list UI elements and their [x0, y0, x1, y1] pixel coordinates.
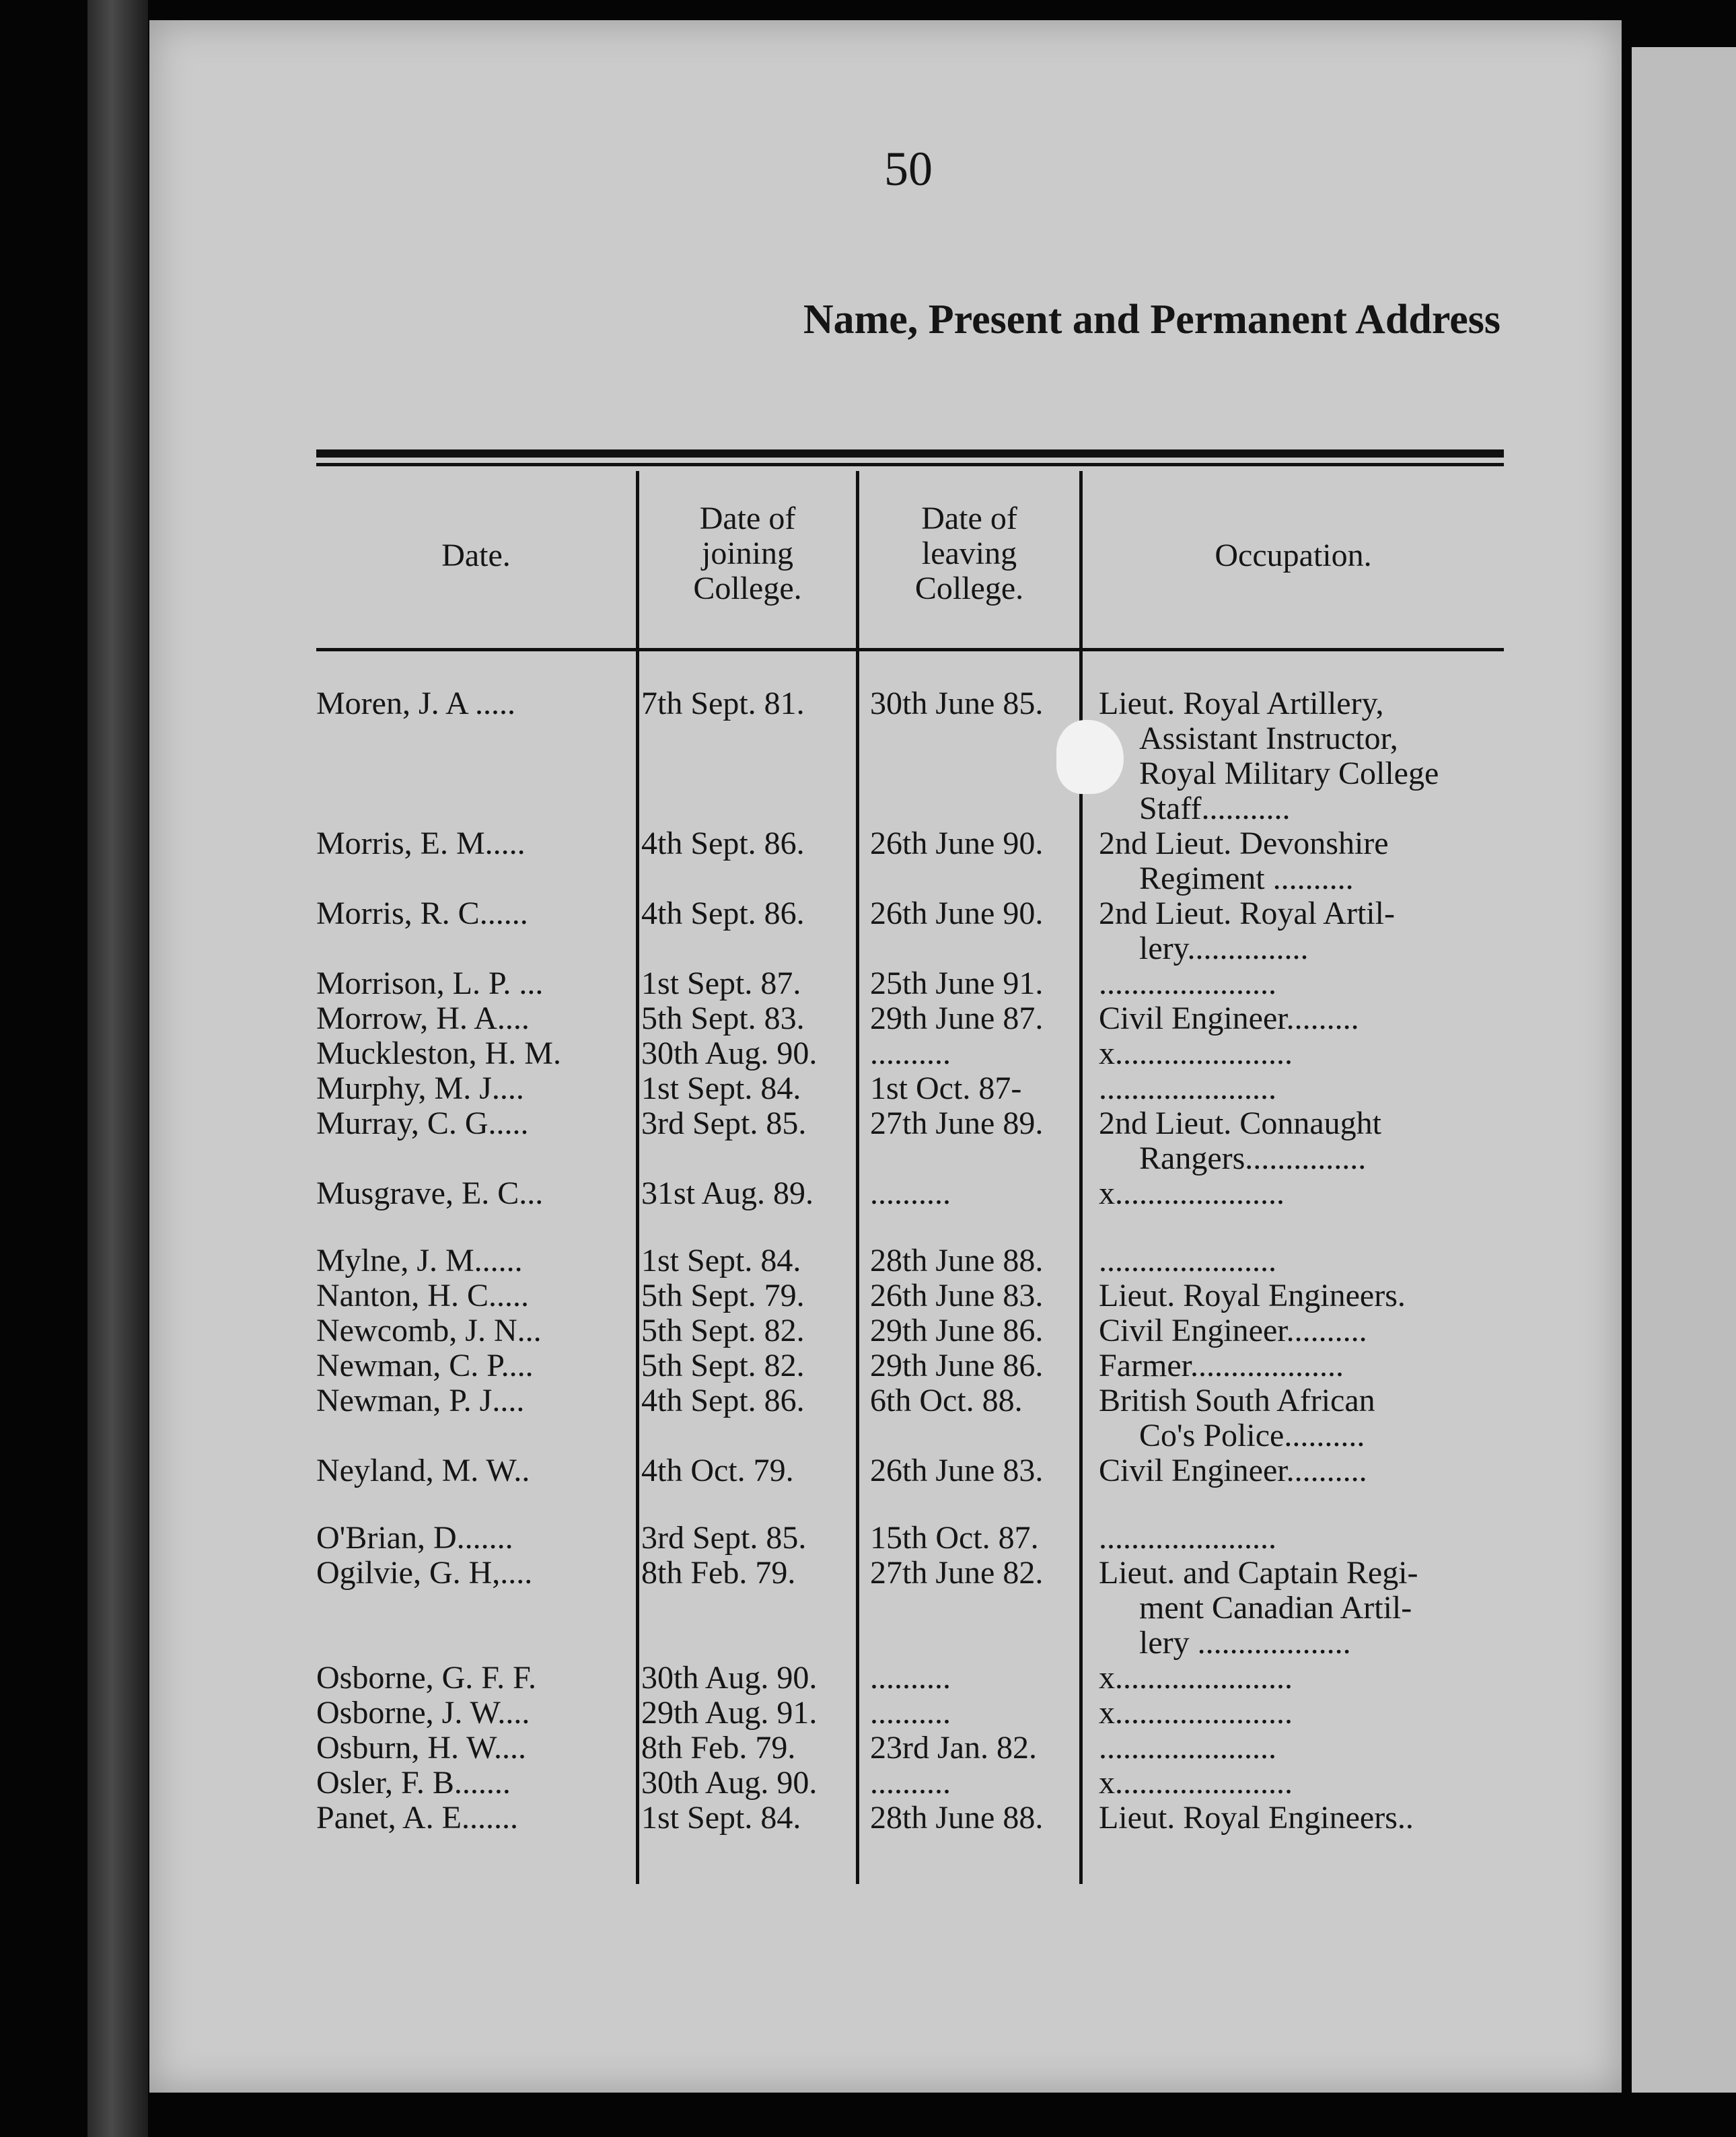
column-header-occupation: Occupation. — [1215, 538, 1372, 573]
entry-occupation — [1093, 896, 1520, 966]
occupation-line: Farmer................... — [1099, 1348, 1344, 1383]
entry-occupation — [1093, 1521, 1520, 1556]
table-row — [316, 966, 1520, 1001]
occupation-line: 2nd Lieut. Devonshire — [1099, 826, 1389, 861]
entry-occupation — [1093, 1766, 1520, 1801]
entry-occupation — [1093, 686, 1520, 826]
occupation-line: ...................... — [1099, 1521, 1276, 1556]
entry-left: 25th June 91. — [870, 966, 1044, 1001]
occupation-line: ment Canadian Artil- — [1139, 1591, 1412, 1626]
page-number: 50 — [884, 142, 933, 196]
entry-name: Muckleston, H. M. — [316, 1036, 561, 1071]
entry-name: Newman, P. J.... — [316, 1383, 525, 1418]
occupation-line: Lieut. Royal Engineers.. — [1099, 1801, 1414, 1836]
occupation-line: lery............... — [1139, 931, 1309, 966]
occupation-line: lery ................... — [1139, 1626, 1351, 1661]
entry-joined: 31st Aug. 89. — [641, 1176, 814, 1211]
header-line: leaving — [921, 536, 1017, 571]
entry-occupation — [1093, 1106, 1520, 1176]
entry-joined: 3rd Sept. 85. — [641, 1521, 807, 1556]
entry-name: Mylne, J. M...... — [316, 1243, 523, 1278]
entry-left: .......... — [870, 1696, 951, 1731]
entry-name: Osler, F. B....... — [316, 1766, 511, 1801]
entry-joined: 5th Sept. 82. — [641, 1348, 805, 1383]
entry-left: 23rd Jan. 82. — [870, 1731, 1037, 1766]
entry-joined: 4th Sept. 86. — [641, 826, 805, 861]
entry-left: 26th June 90. — [870, 826, 1044, 861]
entry-left: 30th June 85. — [870, 686, 1044, 721]
occupation-line: Lieut. and Captain Regi- — [1099, 1556, 1418, 1591]
occupation-line: x...................... — [1099, 1696, 1293, 1731]
entry-occupation — [1093, 1661, 1520, 1696]
register-table — [316, 686, 1520, 1836]
table-row — [316, 1313, 1520, 1348]
occupation-line: British South African — [1099, 1383, 1375, 1418]
column-header-joined — [639, 501, 856, 606]
table-row — [316, 1801, 1520, 1836]
entry-occupation — [1093, 826, 1520, 896]
occupation-line: x...................... — [1099, 1766, 1293, 1801]
entry-name: Murphy, M. J.... — [316, 1071, 524, 1106]
entry-joined: 3rd Sept. 85. — [641, 1106, 807, 1141]
entry-occupation — [1093, 1696, 1520, 1731]
occupation-line: ...................... — [1099, 1731, 1276, 1766]
occupation-line: Lieut. Royal Engineers. — [1099, 1278, 1406, 1313]
entry-joined: 5th Sept. 79. — [641, 1278, 805, 1313]
table-row — [316, 1383, 1520, 1453]
table-row — [316, 1278, 1520, 1313]
entry-occupation — [1093, 966, 1520, 1001]
occupation-line: Civil Engineer......... — [1099, 1001, 1359, 1036]
entry-name: Moren, J. A ..... — [316, 686, 516, 721]
table-row — [316, 1036, 1520, 1071]
header-line: College. — [693, 571, 802, 606]
entry-name: Panet, A. E....... — [316, 1801, 518, 1836]
table-row — [316, 1348, 1520, 1383]
entry-occupation — [1093, 1453, 1520, 1521]
table-row — [316, 1106, 1520, 1176]
top-thin-rule — [316, 463, 1504, 466]
entry-left: 26th June 83. — [870, 1453, 1044, 1488]
register-body — [316, 686, 1520, 1836]
entry-name: Morrison, L. P. ... — [316, 966, 544, 1001]
header-line: College. — [914, 571, 1024, 606]
entry-name: Newcomb, J. N... — [316, 1313, 542, 1348]
occupation-line: Civil Engineer.......... — [1099, 1453, 1367, 1488]
table-row — [316, 1176, 1520, 1243]
entry-name: Neyland, M. W.. — [316, 1453, 530, 1488]
entry-occupation — [1093, 1348, 1520, 1383]
header-line: Date of — [699, 501, 796, 536]
entry-name: Osborne, G. F. F. — [316, 1661, 536, 1696]
entry-joined: 30th Aug. 90. — [641, 1661, 818, 1696]
entry-left: .......... — [870, 1176, 951, 1211]
table-row — [316, 1071, 1520, 1106]
table-row — [316, 1696, 1520, 1731]
entry-left: 29th June 86. — [870, 1313, 1044, 1348]
entry-name: Nanton, H. C..... — [316, 1278, 529, 1313]
entry-left: 1st Oct. 87- — [870, 1071, 1022, 1106]
occupation-line: x...................... — [1099, 1661, 1293, 1696]
entry-left: 28th June 88. — [870, 1243, 1044, 1278]
entry-left: .......... — [870, 1766, 951, 1801]
table-row — [316, 1556, 1520, 1661]
occupation-line: ...................... — [1099, 1071, 1276, 1106]
entry-joined: 30th Aug. 90. — [641, 1036, 818, 1071]
entry-name: Morris, R. C...... — [316, 896, 528, 931]
table-row — [316, 1243, 1520, 1278]
entry-occupation — [1093, 1036, 1520, 1071]
entry-left: 29th June 86. — [870, 1348, 1044, 1383]
entry-name: Murray, C. G..... — [316, 1106, 529, 1141]
entry-occupation — [1093, 1731, 1520, 1766]
table-row — [316, 686, 1520, 826]
occupation-line: Assistant Instructor, — [1139, 721, 1398, 756]
occupation-line: x...................... — [1099, 1036, 1293, 1071]
entry-joined: 29th Aug. 91. — [641, 1696, 818, 1731]
entry-left: 26th June 83. — [870, 1278, 1044, 1313]
entry-occupation — [1093, 1556, 1520, 1661]
entry-name: Morris, E. M..... — [316, 826, 526, 861]
entry-name: Osburn, H. W.... — [316, 1731, 527, 1766]
entry-name: O'Brian, D....... — [316, 1521, 513, 1556]
entry-joined: 1st Sept. 87. — [641, 966, 801, 1001]
page-heading: Name, Present and Permanent Address — [803, 297, 1500, 342]
entry-occupation — [1093, 1176, 1520, 1243]
occupation-line: Co's Police.......... — [1139, 1418, 1365, 1453]
entry-left: 27th June 89. — [870, 1106, 1044, 1141]
column-header-date: Date. — [441, 538, 511, 573]
entry-joined: 1st Sept. 84. — [641, 1071, 801, 1106]
occupation-line: x..................... — [1099, 1176, 1285, 1211]
entry-left: 15th Oct. 87. — [870, 1521, 1039, 1556]
occupation-line: ...................... — [1099, 966, 1276, 1001]
entry-name: Newman, C. P.... — [316, 1348, 534, 1383]
table-row — [316, 1661, 1520, 1696]
entry-joined: 4th Sept. 86. — [641, 896, 805, 931]
table-row — [316, 1521, 1520, 1556]
entry-name: Musgrave, E. C... — [316, 1176, 544, 1211]
table-row — [316, 1001, 1520, 1036]
table-row — [316, 1731, 1520, 1766]
occupation-line: 2nd Lieut. Royal Artil- — [1099, 896, 1395, 931]
entry-occupation — [1093, 1001, 1520, 1036]
header-line: Date of — [921, 501, 1017, 536]
occupation-line: Civil Engineer.......... — [1099, 1313, 1367, 1348]
occupation-line: ...................... — [1099, 1243, 1276, 1278]
entry-joined: 5th Sept. 82. — [641, 1313, 805, 1348]
entry-joined: 8th Feb. 79. — [641, 1731, 796, 1766]
adjacent-page-edge — [1632, 47, 1736, 2093]
entry-occupation — [1093, 1313, 1520, 1348]
entry-name: Morrow, H. A.... — [316, 1001, 530, 1036]
entry-occupation — [1093, 1071, 1520, 1106]
occupation-line: Staff........... — [1139, 791, 1291, 826]
entry-joined: 8th Feb. 79. — [641, 1556, 796, 1591]
table-row — [316, 1453, 1520, 1521]
header-bottom-rule — [316, 648, 1504, 651]
entry-name: Osborne, J. W.... — [316, 1696, 530, 1731]
column-header-left — [859, 501, 1079, 606]
entry-left: 6th Oct. 88. — [870, 1383, 1023, 1418]
occupation-line: Rangers............... — [1139, 1141, 1367, 1176]
occupation-line: 2nd Lieut. Connaught — [1099, 1106, 1381, 1141]
occupation-line: Royal Military College — [1139, 756, 1439, 791]
entry-left: 27th June 82. — [870, 1556, 1044, 1591]
entry-left: 28th June 88. — [870, 1801, 1044, 1836]
occupation-line: Lieut. Royal Artillery, — [1099, 686, 1384, 721]
header-line: joining — [701, 536, 793, 571]
entry-occupation — [1093, 1278, 1520, 1313]
book-spine — [87, 0, 148, 2137]
entry-joined: 7th Sept. 81. — [641, 686, 805, 721]
paper-damage-blot — [1056, 720, 1124, 794]
entry-left: 29th June 87. — [870, 1001, 1044, 1036]
occupation-line: Regiment .......... — [1139, 861, 1354, 896]
table-row — [316, 826, 1520, 896]
entry-joined: 4th Oct. 79. — [641, 1453, 794, 1488]
entry-left: .......... — [870, 1661, 951, 1696]
entry-joined: 4th Sept. 86. — [641, 1383, 805, 1418]
entry-occupation — [1093, 1383, 1520, 1453]
table-row — [316, 1766, 1520, 1801]
top-double-rule — [316, 449, 1504, 458]
entry-occupation — [1093, 1801, 1520, 1836]
entry-joined: 30th Aug. 90. — [641, 1766, 818, 1801]
entry-joined: 1st Sept. 84. — [641, 1801, 801, 1836]
entry-left: .......... — [870, 1036, 951, 1071]
entry-joined: 5th Sept. 83. — [641, 1001, 805, 1036]
entry-name: Ogilvie, G. H,.... — [316, 1556, 533, 1591]
entry-left: 26th June 90. — [870, 896, 1044, 931]
entry-occupation — [1093, 1243, 1520, 1278]
table-row — [316, 896, 1520, 966]
entry-joined: 1st Sept. 84. — [641, 1243, 801, 1278]
